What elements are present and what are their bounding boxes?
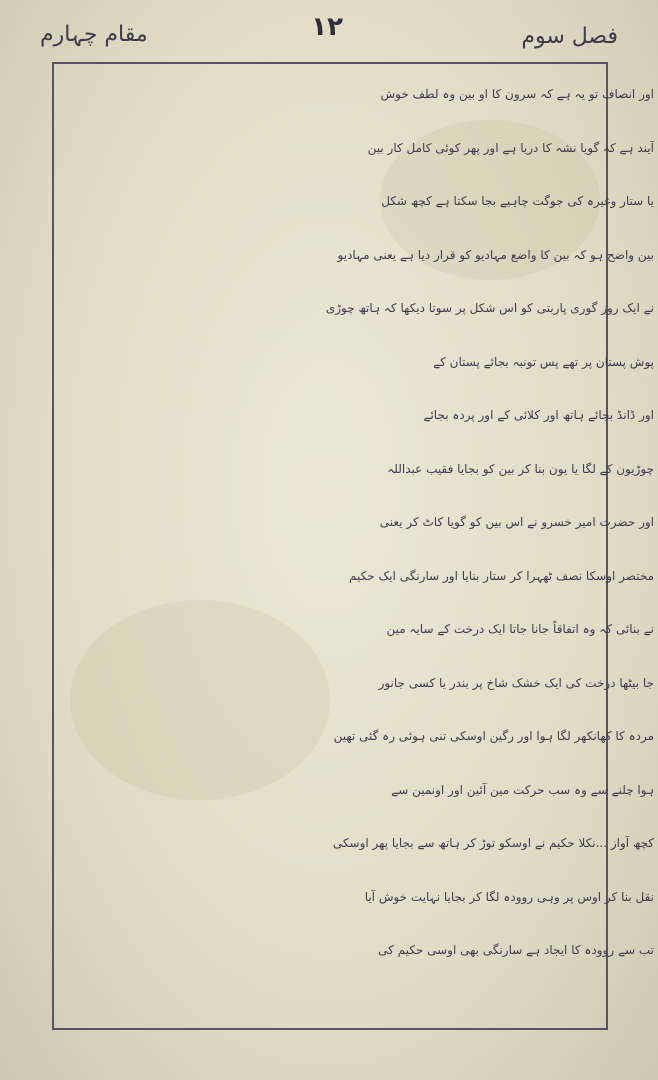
text-line: مختصر اوسکا نصف ٹھہرا کر ستار بنایا اور سارنگی ایک حکیم	[349, 568, 654, 583]
page-header	[40, 10, 618, 58]
text-line: پوش پستان پر تھے پس تونبہ بجائے پستان کے	[433, 354, 654, 369]
text-line: اور حضرت امیر خسرو نے اس بین کو گویا کاٹ کر یعنی	[379, 515, 654, 529]
text-line: ہوا چلنے سے وہ سب حرکت مین آئین اور اونمین سے	[391, 782, 654, 797]
section-heading: فصل سوم	[521, 24, 618, 49]
text-line: مردہ کا کھانکھر لگا ہوا اور رگین اوسکی تنی ہوئی رہ گئی تھین	[333, 729, 654, 743]
body-text	[64, 68, 654, 978]
text-line: کچھ آواز ...نکلا حکیم نے اوسکو توڑ کر ہاتھ سے بجایا پھر اوسکی	[332, 836, 654, 850]
text-line: آیند ہے کہ گویا نشہ کا دریا ہے اور پھر کوئی کامل کار بین	[367, 140, 654, 155]
text-line: بین واضح ہو کہ بین کا واضع مہادیو کو قرار دیا ہے یعنی مہادیو	[337, 247, 654, 262]
text-line: تب سے روودہ کا ایجاد ہے سارنگی بھی اوسی حکیم کی	[378, 943, 654, 957]
text-line: چوڑیون کے لگا یا یون بنا کر بین کو بجایا فقیب عبداللہ	[387, 461, 654, 476]
text-line: یا ستار وغیرہ کی جوگت چاہیے بجا سکتا ہے کچھ شکل	[381, 194, 654, 208]
text-line: جا بیٹھا درخت کی ایک خشک شاخ پر بندر یا کسی جانور	[378, 675, 654, 690]
text-line: اور انصاف تو یہ ہے کہ سرون کا او بین وہ لطف خوش	[380, 87, 654, 101]
page-number: ۱۲	[311, 12, 343, 42]
text-line: اور ڈانڈ بجائے ہاتھ اور کلائی کے اور پردہ بجائے	[423, 408, 654, 422]
text-line: نے بنائی کہ وہ اتفاقاً جانا جاتا ایک درخت کے سایہ مین	[386, 622, 654, 636]
chapter-heading: مقام چہارم	[40, 22, 148, 47]
text-line: نقل بنا کر اوس پر وہی روودہ لگا کر بجایا نہایت خوش آیا	[364, 889, 654, 904]
text-line: نے ایک روز گوری پاربتی کو اس شکل پر سوتا دیکھا کہ ہاتھ چوڑی	[325, 301, 654, 315]
